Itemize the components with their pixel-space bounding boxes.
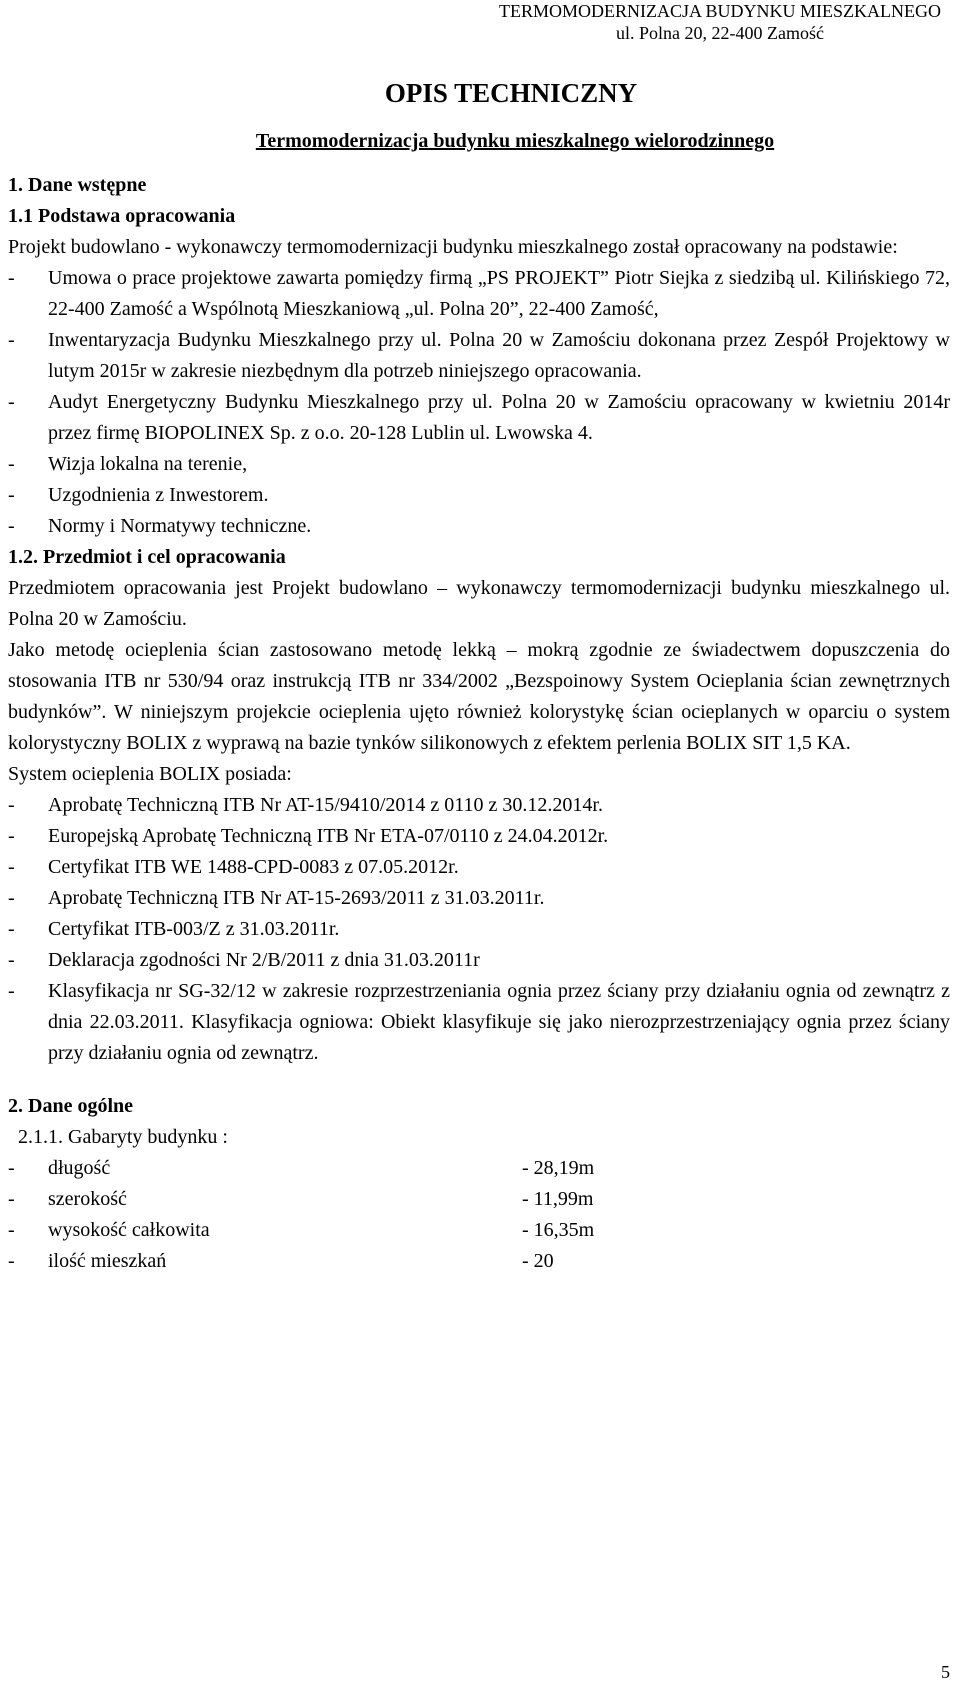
section-1-2-heading: 1.2. Przedmiot i cel opracowania (8, 546, 286, 568)
page-header (480, 0, 960, 44)
list-item: - Uzgodnienia z Inwestorem. (8, 484, 269, 506)
intro-paragraph: Projekt budowlano - wykonawczy termomodernizacji budynku mieszkalnego został opracowany na podstawie: (8, 236, 898, 258)
section-2-heading: 2. Dane ogólne (8, 1095, 133, 1117)
header-line-1: TERMOMODERNIZACJA BUDYNKU MIESZKALNEGO (499, 1, 941, 21)
list-item: - Aprobatę Techniczną ITB Nr AT-15/9410/2014 z 0110 z 30.12.2014r. (8, 794, 603, 816)
section-1-1-heading: 1.1 Podstawa opracowania (8, 205, 236, 227)
list-item: - Certyfikat ITB-003/Z z 31.03.2011r. (8, 918, 340, 940)
document-body (8, 170, 950, 1277)
section-2-1-1-heading: 2.1.1. Gabaryty budynku : (18, 1126, 228, 1148)
dimension-row: - wysokość całkowita - 16,35m (8, 1219, 595, 1241)
dimension-row: - ilość mieszkań - 20 (8, 1250, 554, 1272)
list-item: - Klasyfikacja nr SG-32/12 w zakresie rozprzestrzeniania ognia przez ściany przy działaniu ognia od zewnątrz z dnia 22.03.2011. Klasyfikacja ogniowa: Obiekt klasyfikuje się jako nierozprzestrzeniający ognia przez ściany przy działaniu ognia od zewnątrz. (8, 980, 950, 1064)
document-title: OPIS TECHNICZNY (384, 78, 638, 108)
header-line-2: ul. Polna 20, 22-400 Zamość (616, 23, 824, 43)
list-item: - Wizja lokalna na terenie, (8, 453, 248, 475)
list-item: - Europejską Aprobatę Techniczną ITB Nr ETA-07/0110 z 24.04.2012r. (8, 825, 609, 847)
basis-list (8, 263, 950, 542)
list-item: - Umowa o prace projektowe zawarta pomiędzy firmą „PS PROJEKT” Piotr Siejka z siedzibą ul. Kilińskiego 72, 22-400 Zamość a Wspólnotą Mieszkaniową „ul. Polna 20”, 22-400 Zamość, (8, 267, 950, 320)
list-item: - Deklaracja zgodności Nr 2/B/2011 z dnia 31.03.2011r (8, 949, 480, 971)
list-item: - Inwentaryzacja Budynku Mieszkalnego przy ul. Polna 20 w Zamościu dokonana przez Zespół Projektowy w lutym 2015r w zakresie niezbędnym dla potrzeb niniejszego opracowania. (8, 329, 950, 382)
document-subtitle: Termomodernizacja budynku mieszkalnego wielorodzinnego (255, 130, 775, 152)
list-item: - Normy i Normatywy techniczne. (8, 515, 312, 537)
dimensions-list (8, 1153, 950, 1277)
list-item: - Aprobatę Techniczną ITB Nr AT-15-2693/2011 z 31.03.2011r. (8, 887, 545, 909)
section-1-heading: 1. Dane wstępne (8, 174, 147, 196)
subject-paragraph: Przedmiotem opracowania jest Projekt budowlano – wykonawczy termomodernizacji budynku mieszkalnego ul. Polna 20 w Zamościu. (8, 577, 950, 630)
list-item: - Audyt Energetyczny Budynku Mieszkalnego przy ul. Polna 20 w Zamościu opracowany w kwietniu 2014r przez firmę BIOPOLINEX Sp. z o.o. 20-128 Lublin ul. Lwowska 4. (8, 391, 950, 444)
list-item: - Certyfikat ITB WE 1488-CPD-0083 z 07.05.2012r. (8, 856, 459, 878)
spacer (8, 1069, 950, 1091)
dimension-row: - długość - 28,19m (8, 1157, 595, 1179)
dimension-row: - szerokość - 11,99m (8, 1188, 594, 1210)
bolix-list (8, 790, 950, 1069)
page-number: 5 (941, 1662, 950, 1682)
bolix-intro: System ocieplenia BOLIX posiada: (8, 763, 292, 785)
method-paragraph: Jako metodę ocieplenia ścian zastosowano metodę lekką – mokrą zgodnie ze świadectwem dopuszczenia do stosowania ITB nr 530/94 oraz instrukcją ITB nr 334/2002 „Bezspoinowy System Ocieplania ścian zewnętrznych budynków”. W niniejszym projekcie ocieplenia ujęto również kolorystykę ścian ocieplanych w oparciu o system kolorystyczny BOLIX z wyprawą na bazie tynków silikonowych z efektem perlenia BOLIX SIT 1,5 KA. (8, 639, 950, 754)
